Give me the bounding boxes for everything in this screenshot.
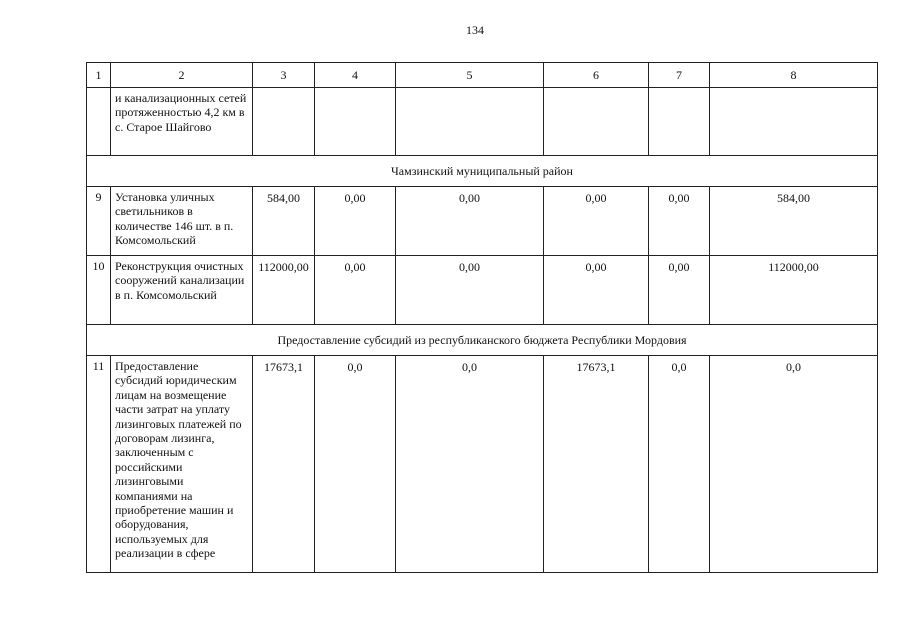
value-cell: 0,00 — [315, 187, 396, 256]
column-number-5: 5 — [396, 63, 544, 88]
row-number: 9 — [87, 187, 111, 256]
measure-name: и канализационных сетей протяженностью 4,2 км в с. Старое Шайгово — [111, 88, 253, 156]
value-cell: 584,00 — [710, 187, 878, 256]
section-title: Чамзинский муниципальный район — [87, 156, 878, 187]
column-number-6: 6 — [544, 63, 649, 88]
table-row — [87, 256, 878, 325]
column-number-7: 7 — [649, 63, 710, 88]
measure-name: Установка уличных светильников в количестве 146 шт. в п. Комсомольский — [111, 187, 253, 256]
value-cell — [710, 88, 878, 156]
value-cell: 0,00 — [649, 187, 710, 256]
value-cell: 0,0 — [710, 356, 878, 573]
value-cell: 0,0 — [649, 356, 710, 573]
value-cell: 0,00 — [544, 187, 649, 256]
table-row — [87, 88, 878, 156]
value-cell — [396, 88, 544, 156]
value-cell — [315, 88, 396, 156]
value-cell — [253, 88, 315, 156]
column-number-2: 2 — [111, 63, 253, 88]
measure-name: Реконструкция очистных сооружений канализации в п. Комсомольский — [111, 256, 253, 325]
value-cell: 0,00 — [649, 256, 710, 325]
value-cell: 0,00 — [315, 256, 396, 325]
section-title: Предоставление субсидий из республиканского бюджета Республики Мордовия — [87, 325, 878, 356]
section-row — [87, 325, 878, 356]
budget-table — [86, 62, 878, 573]
value-cell — [649, 88, 710, 156]
column-number-3: 3 — [253, 63, 315, 88]
row-number: 11 — [87, 356, 111, 573]
value-cell: 584,00 — [253, 187, 315, 256]
value-cell: 112000,00 — [710, 256, 878, 325]
table-row — [87, 356, 878, 573]
value-cell: 0,00 — [396, 256, 544, 325]
value-cell: 17673,1 — [544, 356, 649, 573]
page-number: 134 — [466, 23, 484, 37]
measure-name: Предоставление субсидий юридическим лицам на возмещение части затрат на уплату лизинговых платежей по договорам лизинга, заключенным с российскими лизинговыми компаниями на приобретение машин и оборудования, используемых для реализации в сфере — [111, 356, 253, 573]
column-number-1: 1 — [87, 63, 111, 88]
value-cell: 0,00 — [396, 187, 544, 256]
value-cell: 17673,1 — [253, 356, 315, 573]
value-cell: 0,0 — [315, 356, 396, 573]
value-cell: 0,00 — [544, 256, 649, 325]
value-cell: 112000,00 — [253, 256, 315, 325]
row-number: 10 — [87, 256, 111, 325]
column-number-8: 8 — [710, 63, 878, 88]
value-cell — [544, 88, 649, 156]
column-number-row — [87, 63, 878, 88]
value-cell: 0,0 — [396, 356, 544, 573]
section-row — [87, 156, 878, 187]
table-row — [87, 187, 878, 256]
row-number — [87, 88, 111, 156]
column-number-4: 4 — [315, 63, 396, 88]
